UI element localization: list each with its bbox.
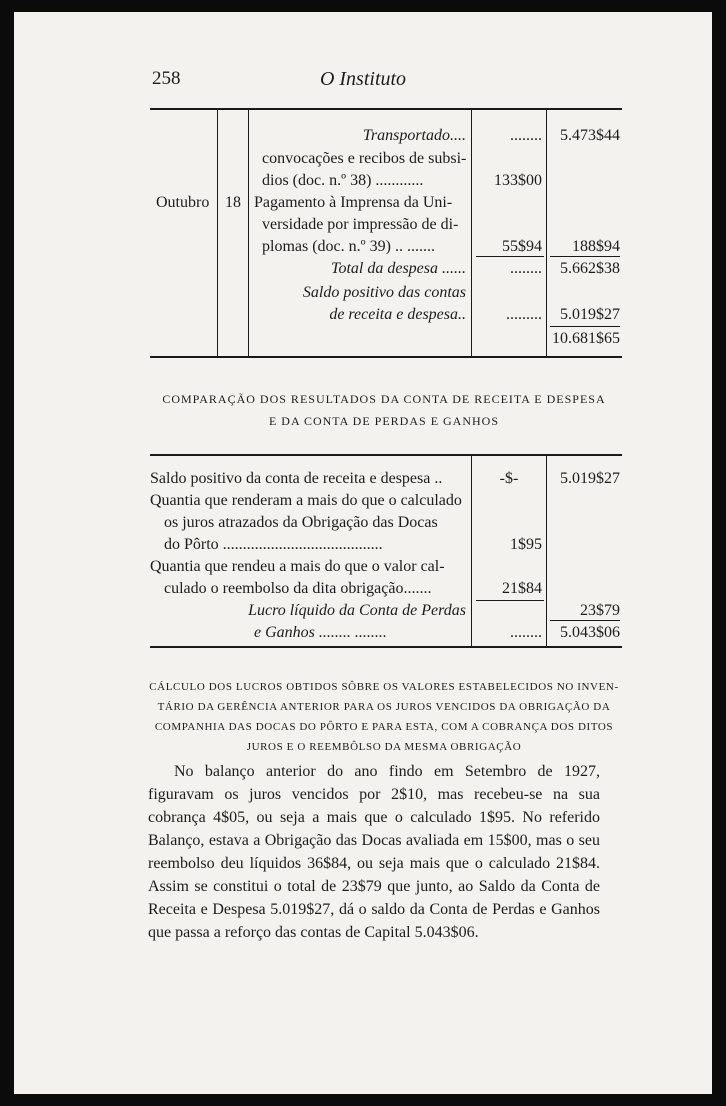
table-row-text: plomas (doc. n.º 39) .. ....... xyxy=(262,238,435,255)
sum-rule xyxy=(550,256,620,257)
carry-total: 5.473$44 xyxy=(560,127,620,144)
table-row-amount: 1$95 xyxy=(510,536,542,553)
table-row-day: 18 xyxy=(225,194,241,211)
section3-heading: CÁLCULO DOS LUCROS OBTIDOS SÔBRE OS VALORES ESTABELECIDOS NO INVEN- xyxy=(149,681,619,693)
table1-col-rule xyxy=(471,110,472,356)
table-row-text: culado o reembolso da dita obrigação....... xyxy=(164,580,432,597)
table1-top-rule xyxy=(150,108,622,110)
table1-bottom-rule xyxy=(150,356,622,358)
table2-top-rule xyxy=(150,454,622,456)
final-dots: ........ xyxy=(510,624,542,641)
carry-dots: ........ xyxy=(510,127,542,144)
table-row-amount: 21$84 xyxy=(502,580,542,597)
running-title: O Instituto xyxy=(319,68,407,90)
section3-heading: JUROS E O REEMBÔLSO DA MESMA OBRIGAÇÃO xyxy=(246,741,522,753)
table-row-text: convocações e recibos de subsi- xyxy=(262,150,467,167)
table2-bottom-rule xyxy=(150,646,622,648)
document-page xyxy=(14,12,712,1094)
table1-col-rule xyxy=(217,110,218,356)
page-header xyxy=(14,68,712,98)
table-row-text: dios (doc. n.º 38) ............ xyxy=(262,172,424,189)
table-row-text: Saldo positivo da conta de receita e despesa .. xyxy=(150,470,443,487)
saldo-value: 5.019$27 xyxy=(560,306,620,323)
page-number: 258 xyxy=(152,68,181,89)
sum-rule xyxy=(550,620,620,621)
table-row-month: Outubro xyxy=(156,194,210,211)
table-row-total: 5.019$27 xyxy=(560,470,620,487)
table2-col-rule xyxy=(471,456,472,646)
table-row-total: 188$94 xyxy=(572,238,620,255)
body-paragraph xyxy=(148,760,600,944)
table-row-amount: 55$94 xyxy=(502,238,542,255)
section2-heading: COMPARAÇÃO DOS RESULTADOS DA CONTA DE RECEITA E DESPESA xyxy=(162,392,606,406)
paragraph-text: No balanço anterior do ano findo em Setembro de 1927, figuravam os juros vencidos por 2$10, mas recebeu-se na sua cobrança 4$05, ou seja a mais que o calculado 1$95. No referido Balanço, estava a Obrigação das Docas avaliada em 15$00, mas o seu reembolso deu líquidos 36$84, ou seja mais que o calculado 21$84. Assim se constitui o total de 23$79 que junto, ao Saldo da Conta de Receita e Despesa 5.019$27, dá o saldo da Conta de Perdas e Ganhos que passa a reforço das contas de Capital 5.043$06. xyxy=(148,763,600,941)
section3-heading: TÁRIO DA GERÊNCIA ANTERIOR PARA OS JUROS VENCIDOS DA OBRIGAÇÃO DA xyxy=(157,701,611,713)
table1-col-rule xyxy=(546,110,547,356)
section3-heading: COMPANHIA DAS DOCAS DO PÔRTO E PARA ESTA, COM A COBRANÇA DOS DITOS xyxy=(154,721,614,733)
table-row-text: Quantia que renderam a mais do que o calculado xyxy=(150,492,462,509)
lucro-value: 23$79 xyxy=(580,602,620,619)
saldo-label: Saldo positivo das contas xyxy=(302,284,466,301)
final-value: 5.043$06 xyxy=(560,624,620,641)
saldo-dots: ......... xyxy=(506,306,542,323)
lucro-label: e Ganhos ........ ........ xyxy=(254,624,387,641)
grand-total: 10.681$65 xyxy=(552,330,620,347)
sum-rule xyxy=(476,256,544,257)
sum-rule xyxy=(476,600,544,601)
table-row-amount: 133$00 xyxy=(494,172,542,189)
sum-rule xyxy=(550,326,620,327)
table-row-text: os juros atrazados da Obrigação das Docas xyxy=(164,514,438,531)
table-row-text: do Pôrto ........................................ xyxy=(164,536,383,553)
section2-heading: E DA CONTA DE PERDAS E GANHOS xyxy=(268,414,500,428)
table1-col-rule xyxy=(248,110,249,356)
table2-col-rule xyxy=(546,456,547,646)
table-row-amount: -$- xyxy=(499,470,519,487)
lucro-label: Lucro líquido da Conta de Perdas xyxy=(248,602,466,619)
saldo-label: de receita e despesa.. xyxy=(329,306,466,323)
carry-label: Transportado.... xyxy=(362,127,466,144)
total-value: 5.662$38 xyxy=(560,260,620,277)
table-row-text: Quantia que rendeu a mais do que o valor cal- xyxy=(150,558,445,575)
table-row-text: versidade por impressão de di- xyxy=(262,216,459,233)
total-dots: ........ xyxy=(510,260,542,277)
table-row-text: Pagamento à Imprensa da Uni- xyxy=(254,194,453,211)
total-label: Total da despesa ...... xyxy=(331,260,466,277)
